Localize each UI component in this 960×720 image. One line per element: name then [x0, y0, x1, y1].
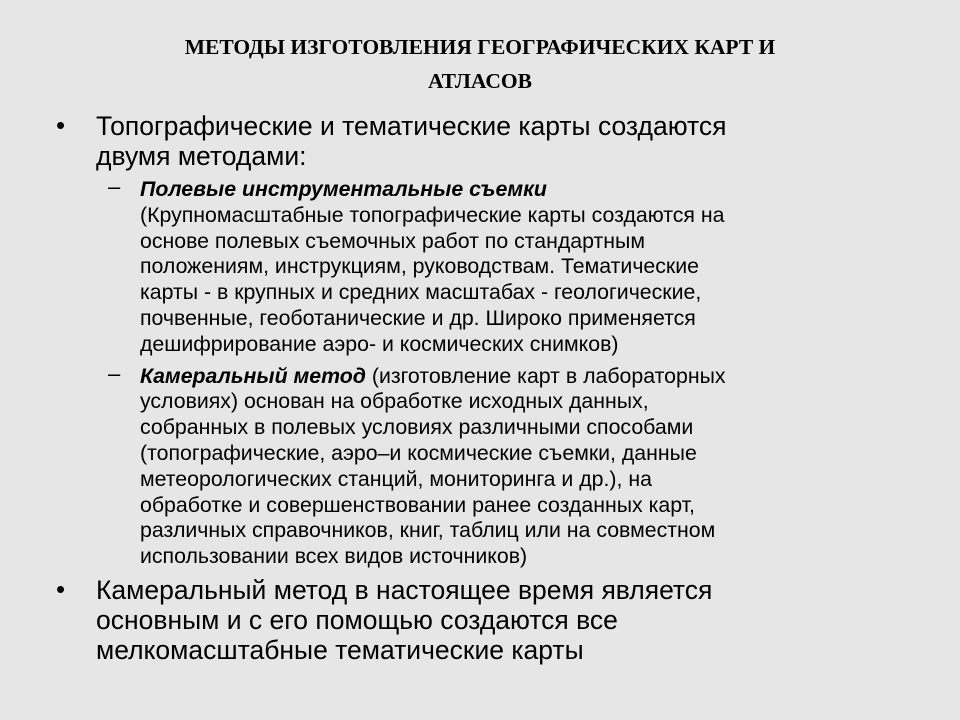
subbullet-1-emphasis: Полевые инструментальные съемки [140, 177, 547, 201]
subbullet-2-line-6: различных справочников, книг, таблиц или на совместном [140, 518, 716, 543]
title-line-1: МЕТОДЫ ИЗГОТОВЛЕНИЯ ГЕОГРАФИЧЕСКИХ КАРТ И [184, 35, 776, 59]
subbullet-2-emphasis: Камеральный метод [140, 363, 366, 388]
subbullet-2-line-2: собранных в полевых условиях различными способами [140, 415, 694, 440]
subbullet-2-line-7: использовании всех видов источников) [140, 544, 528, 569]
bullet-item-1 [52, 111, 902, 171]
dash-marker: – [108, 174, 121, 199]
subbullet-2-first-line-rest: (изготовление карт в лабораторных [365, 363, 726, 388]
subbullet-1-line-1: (Крупномасштабные топографические карты создаются на [140, 202, 725, 227]
bullet-marker: • [56, 573, 66, 604]
subbullet-2-line-4: метеорологических станций, мониторинга и др.), на [140, 466, 652, 491]
bullet-1-line-2: двумя методами: [96, 141, 307, 171]
dash-marker: – [108, 360, 121, 386]
bullet-marker: • [56, 110, 66, 140]
bullet-2-line-2: основным и с его помощью создаются все [96, 604, 618, 635]
subbullet-2-line-5: обработке и совершенствовании ранее созданных карт, [140, 492, 695, 517]
subbullet-1-line-4: карты - в крупных и средних масштабах - геологические, [140, 280, 702, 305]
bullet-2-line-3: мелкомасштабные тематические карты [96, 634, 584, 665]
subbullet-1-line-6: дешифрирование аэро- и космических снимков) [140, 331, 619, 356]
bullet-item-2 [52, 575, 902, 665]
subbullet-item-1 [52, 174, 902, 358]
slide-title [100, 30, 860, 98]
subbullet-2-line-3: (топографические, аэро–и космические съемки, данные [140, 440, 697, 465]
subbullet-item-2 [52, 360, 902, 570]
subbullet-1-line-2: основе полевых съемочных работ по стандартным [140, 228, 645, 253]
slide-content [52, 111, 902, 665]
bullet-1-line-1: Топографические и тематические карты создаются [96, 111, 727, 141]
subbullet-1-line-5: почвенные, геоботанические и др. Широко применяется [140, 305, 696, 330]
subbullet-2-line-1: условиях) основан на обработке исходных данных, [140, 389, 649, 414]
title-line-2: АТЛАСОВ [428, 69, 532, 93]
subbullet-1-line-3: положениям, инструкциям, руководствам. Тематические [140, 254, 699, 279]
bullet-2-line-1: Камеральный метод в настоящее время является [96, 574, 713, 605]
subbullet-2-first-line [140, 364, 902, 390]
